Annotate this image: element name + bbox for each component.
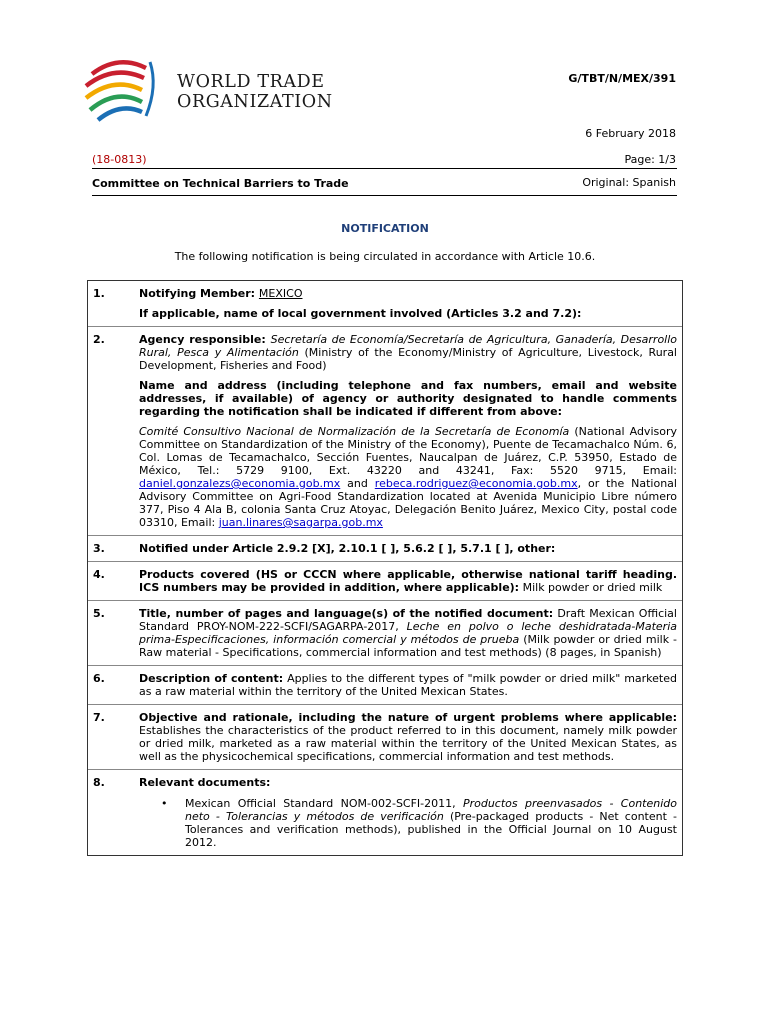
- standard-english-title: (Milk powder or dried milk - Raw material - Specifications, commercial information and test methods) (8 pages, in Spanish): [139, 633, 677, 659]
- table-row-5: [88, 601, 682, 666]
- org-name-line2: ORGANIZATION: [177, 92, 333, 112]
- table-row-6: [88, 666, 682, 705]
- nom-standard-text: Mexican Official Standard NOM-002-SCFI-2011,: [185, 797, 463, 810]
- local-government-label: If applicable, name of local government involved (Articles 3.2 and 7.2):: [139, 307, 582, 320]
- and-text: and: [340, 477, 375, 490]
- item-content: [139, 542, 677, 555]
- document-date: 6 February 2018: [585, 127, 676, 140]
- item-content: [139, 672, 677, 698]
- email-link-daniel[interactable]: daniel.gonzalezs@economia.gob.mx: [139, 477, 341, 490]
- item-content: [139, 607, 677, 659]
- agency-spanish-name: Secretaría de Economía/Secretaría de Agricultura, Ganadería, Desarrollo Rural, Pesca y Alimentación: [139, 333, 678, 359]
- document-number: (18-0813): [92, 153, 147, 166]
- agency-label: Agency responsible:: [139, 333, 271, 346]
- notifying-member-label: Notifying Member:: [139, 287, 259, 300]
- document-title-label: Title, number of pages and language(s) of the notified document:: [139, 607, 554, 620]
- item-content: [139, 568, 677, 594]
- comite-address: (National Advisory Committee on Standardization of the Ministry of the Economy), Puente de Tecamachalco Núm. 6, Col. Lomas de Tecamachalco, Sección Fuentes, Naucalpan de Juárez, C.P. 53950, Estado de México, Tel.: 5729 9100, Ext. 43220 and 43241, Fax: 5520 9715, Email:: [139, 425, 677, 477]
- item-content: [139, 333, 677, 529]
- objective-value: Establishes the characteristics of the product referred to in this document, namely milk powder or dried milk, marketed as a raw material within the territory of the United Mexican States, as well as the physicochemical specifications, commercial information and test methods.: [139, 724, 677, 763]
- table-row-7: [88, 705, 682, 770]
- table-row-8: [88, 770, 682, 855]
- objective-label: Objective and rationale, including the nature of urgent problems where applicable:: [139, 711, 677, 724]
- header-divider: [92, 168, 677, 169]
- org-name-line1: WORLD TRADE: [177, 72, 325, 92]
- nom-standard-english-title: (Pre-packaged products - Net content - Tolerances and verification methods), published in the Official Journal on 10 August 2012.: [185, 810, 677, 849]
- item-number: 4.: [93, 568, 105, 581]
- item-number: 2.: [93, 333, 105, 346]
- list-item: [139, 797, 677, 849]
- name-address-label: Name and address (including telephone and fax numbers, email and website addresses, if available) of agency or authority designated to handle comments regarding the notification shall be indicated if different from above:: [139, 379, 677, 418]
- products-covered-label: Products covered (HS or CCCN where applicable, otherwise national tariff heading. ICS numbers may be provided in addition, where applicable):: [139, 568, 677, 594]
- products-covered-value: Milk powder or dried milk: [519, 581, 663, 594]
- item-number: 6.: [93, 672, 105, 685]
- table-row-3: [88, 536, 682, 562]
- notification-title: NOTIFICATION: [341, 222, 429, 235]
- description-value: Applies to the different types of "milk powder or dried milk" marketed as a raw material within the territory of the United Mexican States.: [139, 672, 677, 698]
- draft-standard-text: Draft Mexican Official Standard PROY-NOM-222-SCFI/SAGARPA-2017,: [139, 607, 677, 633]
- relevant-documents-label: Relevant documents:: [139, 776, 271, 789]
- item-content: [139, 711, 677, 763]
- original-language: Original: Spanish: [582, 176, 676, 189]
- document-symbol: G/TBT/N/MEX/391: [568, 72, 676, 85]
- notified-under-article: Notified under Article 2.9.2 [X], 2.10.1 [ ], 5.6.2 [ ], 5.7.1 [ ], other:: [139, 542, 556, 555]
- page-indicator: Page: 1/3: [624, 153, 676, 166]
- committee-divider: [92, 195, 677, 196]
- email-link-juan[interactable]: juan.linares@sagarpa.gob.mx: [218, 516, 383, 529]
- notification-table: [87, 280, 683, 856]
- item-content: [139, 776, 677, 849]
- table-row-4: [88, 562, 682, 601]
- bullet-icon: •: [161, 797, 168, 810]
- comite-name: Comité Consultivo Nacional de Normalización de la Secretaría de Economía: [139, 425, 570, 438]
- item-content: [139, 287, 677, 320]
- circulation-statement: The following notification is being circulated in accordance with Article 10.6.: [174, 250, 596, 263]
- wto-logo-icon: [84, 56, 170, 126]
- agrifood-address: , or the National Advisory Committee on Agri-Food Standardization located at Avenida Municipio Libre número 377, Piso 4 Ala B, colonia Santa Cruz Atoyac, Delegación Benito Juárez, Mexico City, postal code 03310, Email:: [139, 477, 677, 529]
- item-number: 5.: [93, 607, 105, 620]
- nom-standard-spanish-title: Productos preenvasados - Contenido neto - Tolerancias y métodos de verificación: [185, 797, 677, 823]
- item-number: 7.: [93, 711, 105, 724]
- table-row-1: [88, 281, 682, 327]
- email-link-rebeca[interactable]: rebeca.rodriguez@economia.gob.mx: [374, 477, 578, 490]
- item-number: 8.: [93, 776, 105, 789]
- description-label: Description of content:: [139, 672, 284, 685]
- table-row-2: [88, 327, 682, 536]
- notifying-member-value: MEXICO: [258, 287, 303, 300]
- committee-name: Committee on Technical Barriers to Trade: [92, 177, 349, 190]
- agency-english-name: (Ministry of the Economy/Ministry of Agriculture, Livestock, Rural Development, Fisheries and Food): [139, 346, 677, 372]
- item-number: 3.: [93, 542, 105, 555]
- standard-spanish-title: Leche en polvo o leche deshidratada-Materia prima-Especificaciones, información comercial y métodos de prueba: [139, 620, 678, 646]
- organization-name: [177, 72, 333, 112]
- item-number: 1.: [93, 287, 105, 300]
